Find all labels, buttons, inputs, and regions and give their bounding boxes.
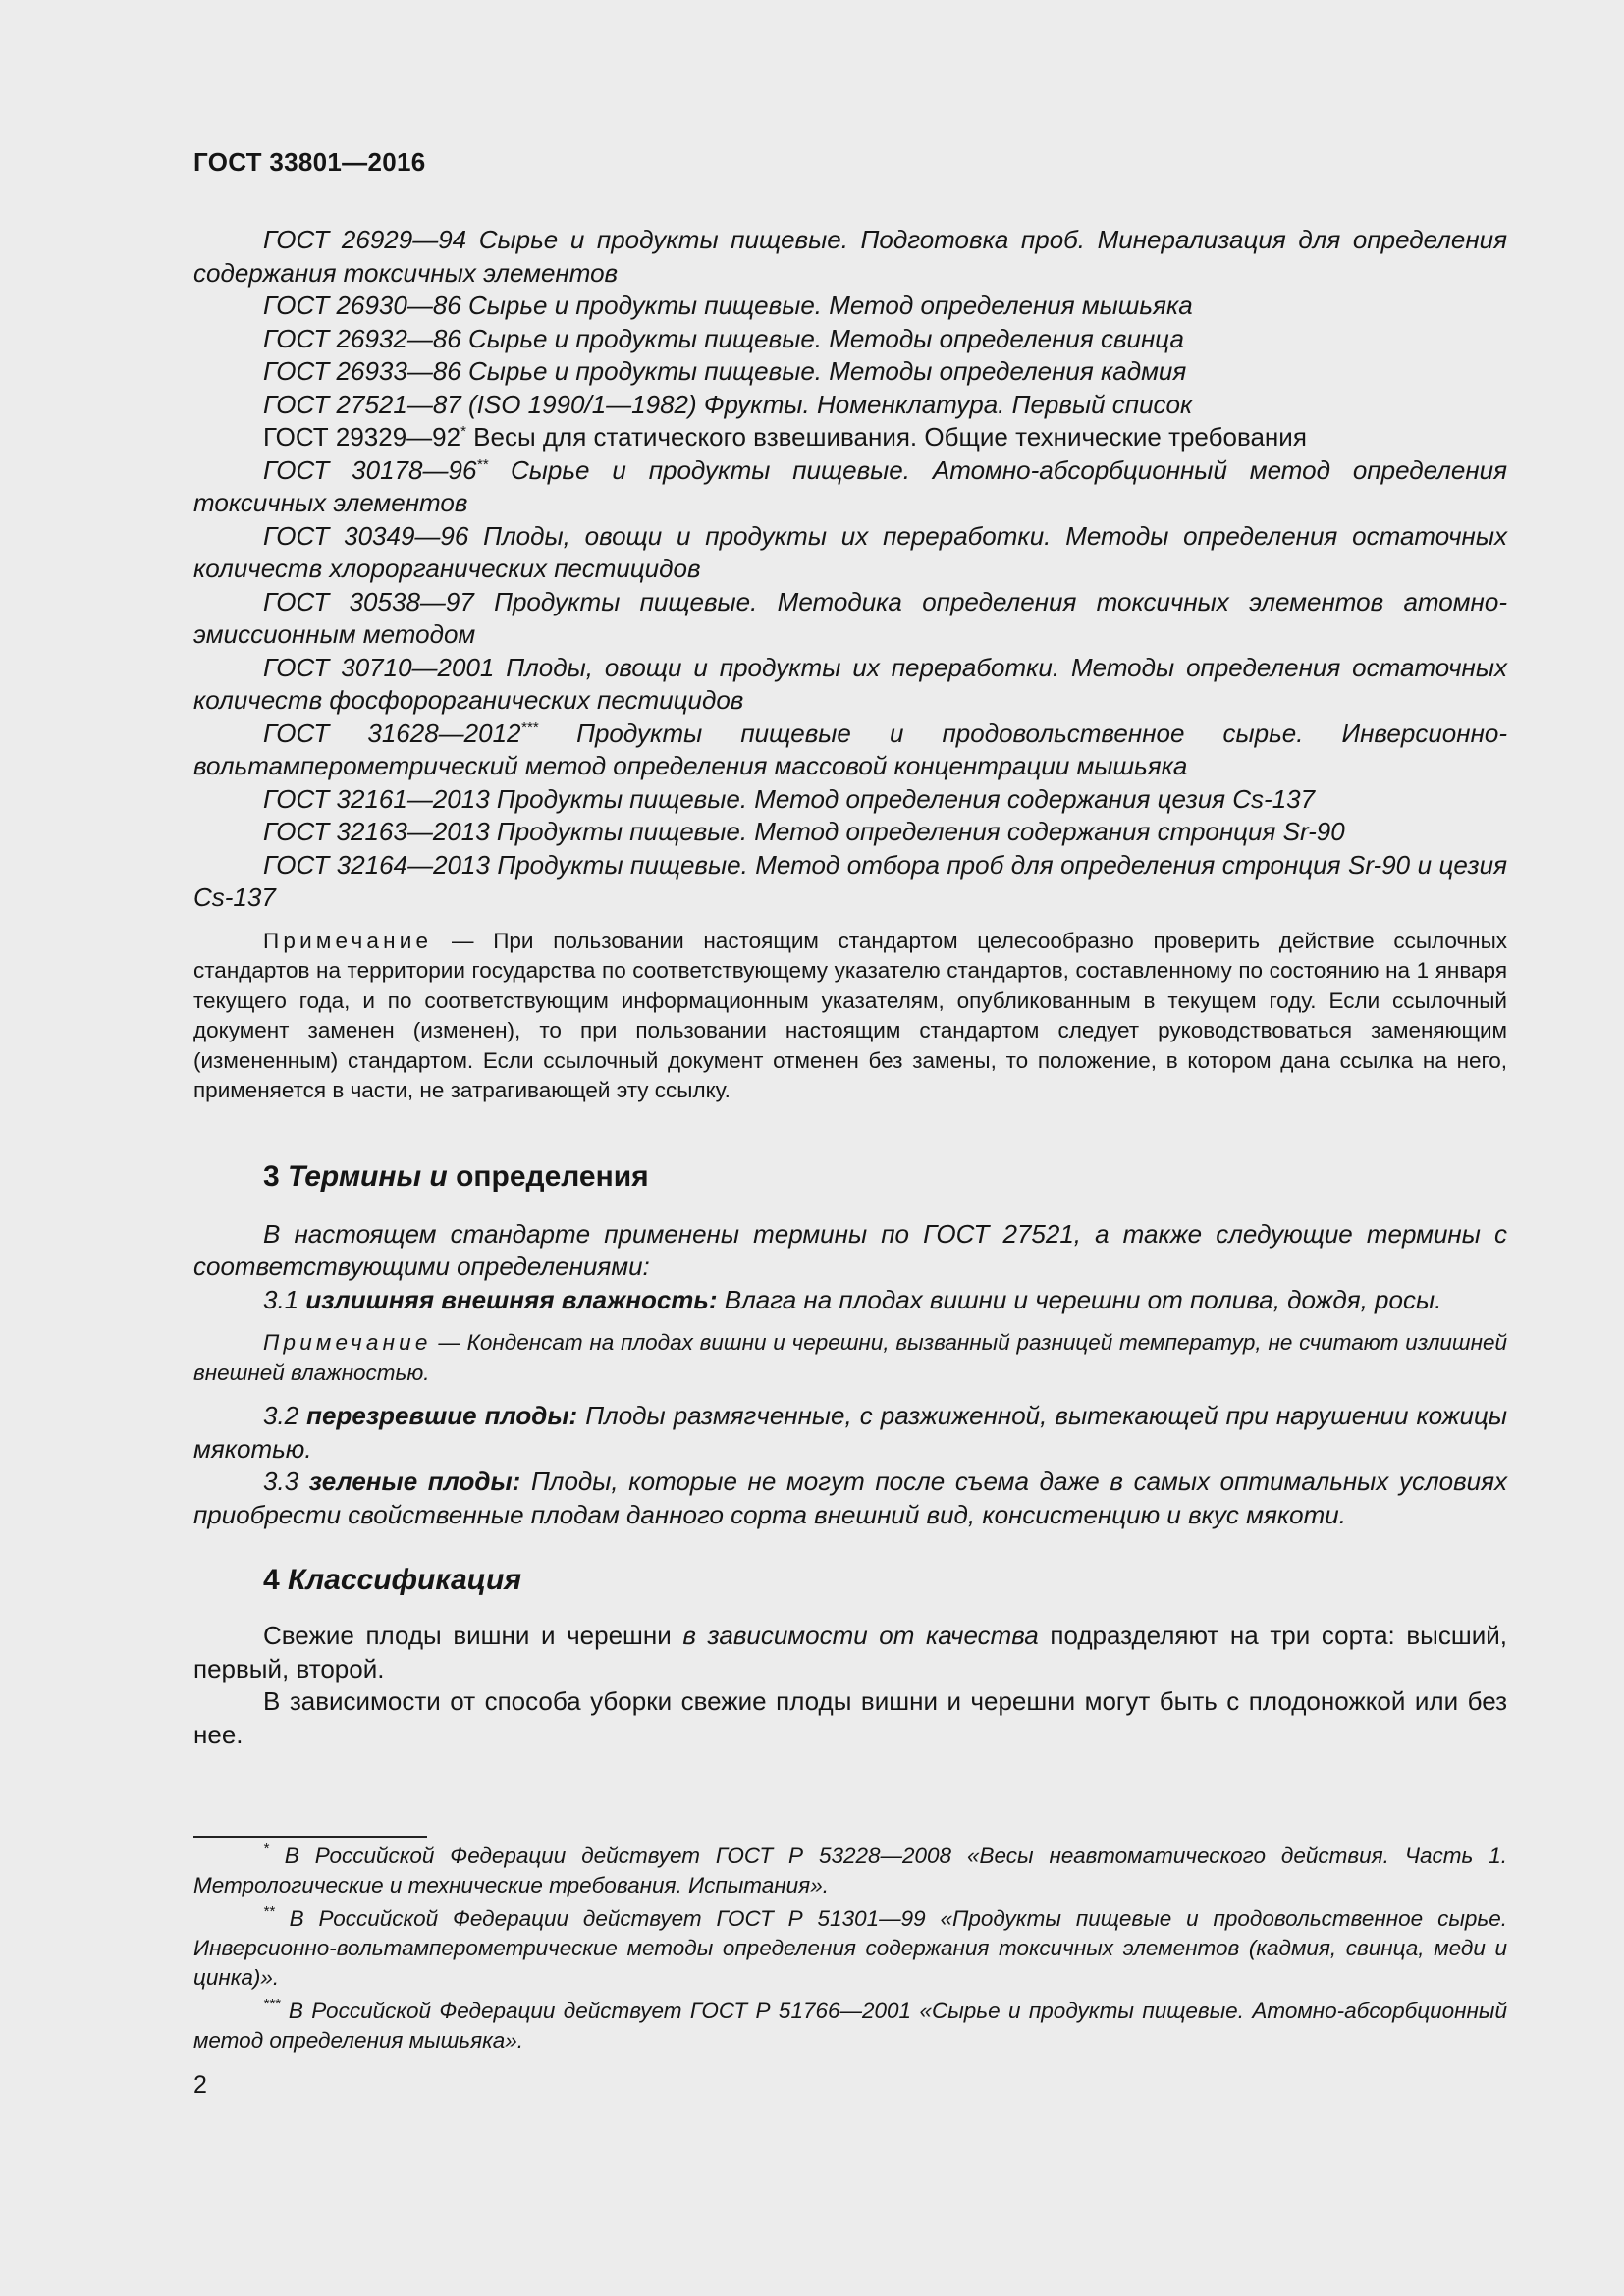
- footnote-mark: *: [460, 423, 466, 440]
- ref-gost-32161: ГОСТ 32161—2013 Продукты пищевые. Метод определения содержания цезия Cs-137: [263, 783, 1316, 814]
- ref-code: ГОСТ 31628—2012: [263, 718, 521, 748]
- term-3-1: [193, 1284, 1507, 1317]
- ref-gost-30710: ГОСТ 30710—2001 Плоды, овощи и продукты их переработки. Методы определения остаточных количеств фосфорорганических пестицидов: [193, 652, 1507, 715]
- text-run-italic: в зависимости от качества: [682, 1621, 1039, 1650]
- note-references: [193, 927, 1507, 1106]
- term-number: 3.1: [263, 1284, 306, 1314]
- term-name: перезревшие плоды:: [306, 1401, 578, 1430]
- section-number: 4: [263, 1564, 289, 1596]
- ref-gost-32164: ГОСТ 32164—2013 Продукты пищевые. Метод отбора проб для определения стронция Sr-90 и цезия Cs-137: [193, 849, 1507, 912]
- term-name: зеленые плоды:: [308, 1467, 521, 1496]
- ref-gost-31628: [193, 718, 1507, 783]
- ref-gost-26929: ГОСТ 26929—94 Сырье и продукты пищевые. Подготовка проб. Минерализация для определения содержания токсичных элементов: [193, 225, 1507, 288]
- footnotes: [193, 1842, 1507, 2059]
- section-3-intro: В настоящем стандарте применены термины по ГОСТ 27521, а также следующие термины с соответствующими определениями:: [193, 1218, 1507, 1281]
- footnote-text: В Российской Федерации действует ГОСТ Р 53228—2008 «Весы неавтоматического действия. Часть 1. Метрологические и технические требования. Испытания».: [193, 1843, 1507, 1897]
- footnote-separator: [193, 1836, 427, 1838]
- section-title: Классификация: [288, 1564, 522, 1596]
- term-3-2: [193, 1400, 1507, 1466]
- ref-gost-29329: [193, 421, 1507, 454]
- ref-text: Сырье и продукты пищевые. Атомно-абсорбционный метод определения токсичных элементов: [193, 454, 1507, 517]
- section-title-italic: Термины и: [288, 1159, 448, 1193]
- footnote-mark: **: [476, 455, 489, 473]
- ref-code: ГОСТ 30178—96: [263, 454, 477, 485]
- footnote-text: В Российской Федерации действует ГОСТ Р 51301—99 «Продукты пищевые и продовольственное сырье. Инверсионно-вольтамперометрические методы определения содержания токсичных элементов (кадмия, свинца, меди и цинка)».: [193, 1906, 1507, 1990]
- section-4-paragraph-1: [193, 1620, 1507, 1685]
- ref-gost-30178: [193, 454, 1507, 520]
- footnote-mark: *: [263, 1841, 269, 1857]
- footnote-mark: ***: [520, 719, 539, 736]
- ref-code: ГОСТ 29329—92: [263, 422, 461, 452]
- term-name: излишняя внешняя влажность:: [305, 1284, 718, 1314]
- footnote-3: [193, 1997, 1507, 2056]
- term-definition: Влага на плодах вишни и черешни от полива, дождя, росы.: [717, 1284, 1442, 1314]
- term-3-3: [193, 1466, 1507, 1531]
- term-definition: Плоды, которые не могут после съема даже в самых оптимальных условиях приобрести свойственные плодам данного сорта внешний вид, консистенцию и вкус мякоти.: [193, 1467, 1507, 1529]
- ref-text: Весы для статического взвешивания. Общие технические требования: [465, 422, 1307, 452]
- section-title-rest: определения: [447, 1159, 649, 1193]
- note-text: — При пользовании настоящим стандартом целесообразно проверить действие ссылочных стандартов на территории государства по соответствующему указателю стандартов, составленному по состоянию на 1 января текущего года, и по соответствующим информационным указателям, опубликованным в текущем году. Если ссылочный документ заменен (изменен), то при пользовании настоящим стандартом следует руководствоваться заменяющим (измененным) стандартом. Если ссылочный документ отменен без замены, то положение, в котором дана ссылка на него, применяется в части, не затрагивающей эту ссылку.: [193, 928, 1507, 1102]
- text-run: подразделяют на три сорта: высший, первый, второй.: [193, 1621, 1508, 1683]
- note-label: Примечание: [263, 1330, 432, 1355]
- ref-gost-26930: ГОСТ 26930—86 Сырье и продукты пищевые. Метод определения мышьяка: [263, 291, 1193, 320]
- ref-gost-30538: ГОСТ 30538—97 Продукты пищевые. Методика определения токсичных элементов атомно-эмиссионным методом: [193, 586, 1507, 649]
- footnote-2: [193, 1904, 1507, 1993]
- note-term-3-1: [193, 1328, 1507, 1388]
- term-definition: Плоды размягченные, с разжиженной, вытекающей при нарушении кожицы мякотью.: [193, 1401, 1507, 1464]
- page-number: 2: [193, 2071, 207, 2099]
- term-number: 3.3: [263, 1467, 309, 1496]
- term-number: 3.2: [263, 1401, 307, 1430]
- document-header: ГОСТ 33801—2016: [193, 147, 426, 177]
- main-content: [193, 224, 1507, 1751]
- section-number: 3: [263, 1159, 289, 1193]
- section-3-heading: [193, 1157, 1507, 1197]
- ref-gost-30349: ГОСТ 30349—96 Плоды, овощи и продукты их переработки. Методы определения остаточных количеств хлорорганических пестицидов: [193, 520, 1507, 583]
- text-run: Свежие плоды вишни и черешни: [263, 1621, 683, 1650]
- footnote-1: [193, 1842, 1507, 1900]
- ref-gost-27521: ГОСТ 27521—87 (ISO 1990/1—1982) Фрукты. Номенклатура. Первый список: [263, 389, 1193, 419]
- ref-gost-26932: ГОСТ 26932—86 Сырье и продукты пищевые. Методы определения свинца: [263, 323, 1184, 353]
- note-text: — Конденсат на плодах вишни и черешни, вызванный разницей температур, не считают излишней внешней влажностью.: [193, 1330, 1507, 1385]
- note-label: Примечание: [263, 928, 433, 953]
- ref-gost-32163: ГОСТ 32163—2013 Продукты пищевые. Метод определения содержания стронция Sr-90: [263, 817, 1345, 846]
- footnote-mark: ***: [263, 1996, 281, 2012]
- section-4-paragraph-2: В зависимости от способа уборки свежие плоды вишни и черешни могут быть с плодоножкой или без нее.: [193, 1686, 1507, 1749]
- footnote-text: В Российской Федерации действует ГОСТ Р 51766—2001 «Сырье и продукты пищевые. Атомно-абсорбционный метод определения мышьяка».: [193, 1999, 1507, 2053]
- section-4-heading: [193, 1561, 1507, 1600]
- ref-gost-26933: ГОСТ 26933—86 Сырье и продукты пищевые. Методы определения кадмия: [263, 356, 1187, 386]
- footnote-mark: **: [263, 1903, 275, 1920]
- ref-text: Продукты пищевые и продовольственное сырье. Инверсионно-вольтамперометрический метод определения массовой концентрации мышьяка: [193, 718, 1507, 780]
